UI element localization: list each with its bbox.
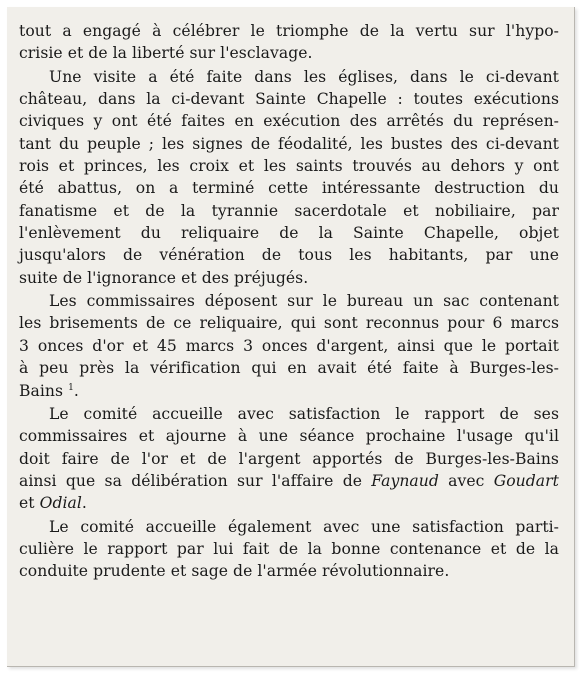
text-line: rois et princes, les croix et les saints trouvés au dehors y ont bbox=[19, 157, 559, 176]
text-line: Le comité accueille également avec une satisfaction parti- bbox=[49, 517, 559, 536]
text-line: conduite prudente et sage de l'armée révolutionnaire. bbox=[19, 562, 450, 581]
proper-name: Goudart bbox=[493, 471, 559, 490]
paragraph-1 bbox=[19, 66, 559, 289]
text-line: tant du peuple ; les signes de féodalité, les bustes des ci-devant bbox=[19, 134, 559, 153]
text-line: doit faire de l'or et de l'argent apportés de Burges-les-Bains bbox=[19, 449, 559, 468]
text-fragment: et bbox=[19, 494, 40, 513]
text-line: jusqu'alors de vénération de tous les habitants, par une bbox=[19, 246, 559, 265]
text-line: les brisements de ce reliquaire, qui sont reconnus pour 6 marcs bbox=[19, 314, 559, 333]
text-line bbox=[19, 470, 559, 492]
text-line: tout a engagé à célébrer le triomphe de la vertu sur l'hypo- bbox=[19, 22, 559, 40]
text-line: château, dans la ci-devant Sainte Chapelle : toutes exécutions bbox=[19, 90, 559, 109]
text-line: à peu près la vérification qui en avait été faite à Burges-les- bbox=[19, 359, 559, 378]
text-line: l'enlèvement du reliquaire de la Sainte Chapelle, objet bbox=[19, 224, 559, 243]
text-line: fanatisme et de la tyrannie sacerdotale et nobiliaire, par bbox=[19, 201, 559, 220]
footnote-marker: 1 bbox=[68, 382, 74, 393]
text-fragment: . bbox=[73, 381, 79, 400]
text-line bbox=[19, 492, 559, 514]
text-line bbox=[19, 380, 559, 402]
text-fragment: Bains bbox=[19, 381, 64, 400]
text-fragment: ainsi que sa délibération sur l'affaire de bbox=[19, 471, 372, 490]
proper-name: Faynaud bbox=[371, 471, 439, 490]
document-body bbox=[19, 20, 559, 584]
text-line: suite de l'ignorance et des préjugés. bbox=[19, 268, 309, 287]
text-line: commissaires et ajourne à une séance prochaine l'usage qu'il bbox=[19, 427, 559, 446]
text-line: crisie et de la liberté sur l'esclavage. bbox=[19, 44, 313, 63]
text-line: 3 onces d'or et 45 marcs 3 onces d'argent, ainsi que le portait bbox=[19, 336, 559, 355]
text-line: Les commissaires déposent sur le bureau un sac contenant bbox=[49, 292, 559, 311]
paragraph-2 bbox=[19, 290, 559, 402]
text-fragment: . bbox=[81, 494, 87, 513]
text-line: culière le rapport par lui fait de la bonne contenance et de la bbox=[19, 539, 559, 558]
text-line: Une visite a été faite dans les églises, dans le ci-devant bbox=[49, 67, 559, 86]
scanned-page bbox=[7, 7, 575, 667]
paragraph-0 bbox=[19, 20, 559, 65]
text-line: civiques y ont été faites en exécution des arrêtés du représen- bbox=[19, 112, 559, 131]
text-line: Le comité accueille avec satisfaction le rapport de ses bbox=[49, 404, 559, 423]
paragraph-4 bbox=[19, 516, 559, 583]
text-fragment: avec bbox=[438, 471, 494, 490]
text-line: été abattus, on a terminé cette intéressante destruction du bbox=[19, 179, 559, 198]
paragraph-3 bbox=[19, 403, 559, 515]
proper-name: Odial bbox=[39, 494, 82, 513]
